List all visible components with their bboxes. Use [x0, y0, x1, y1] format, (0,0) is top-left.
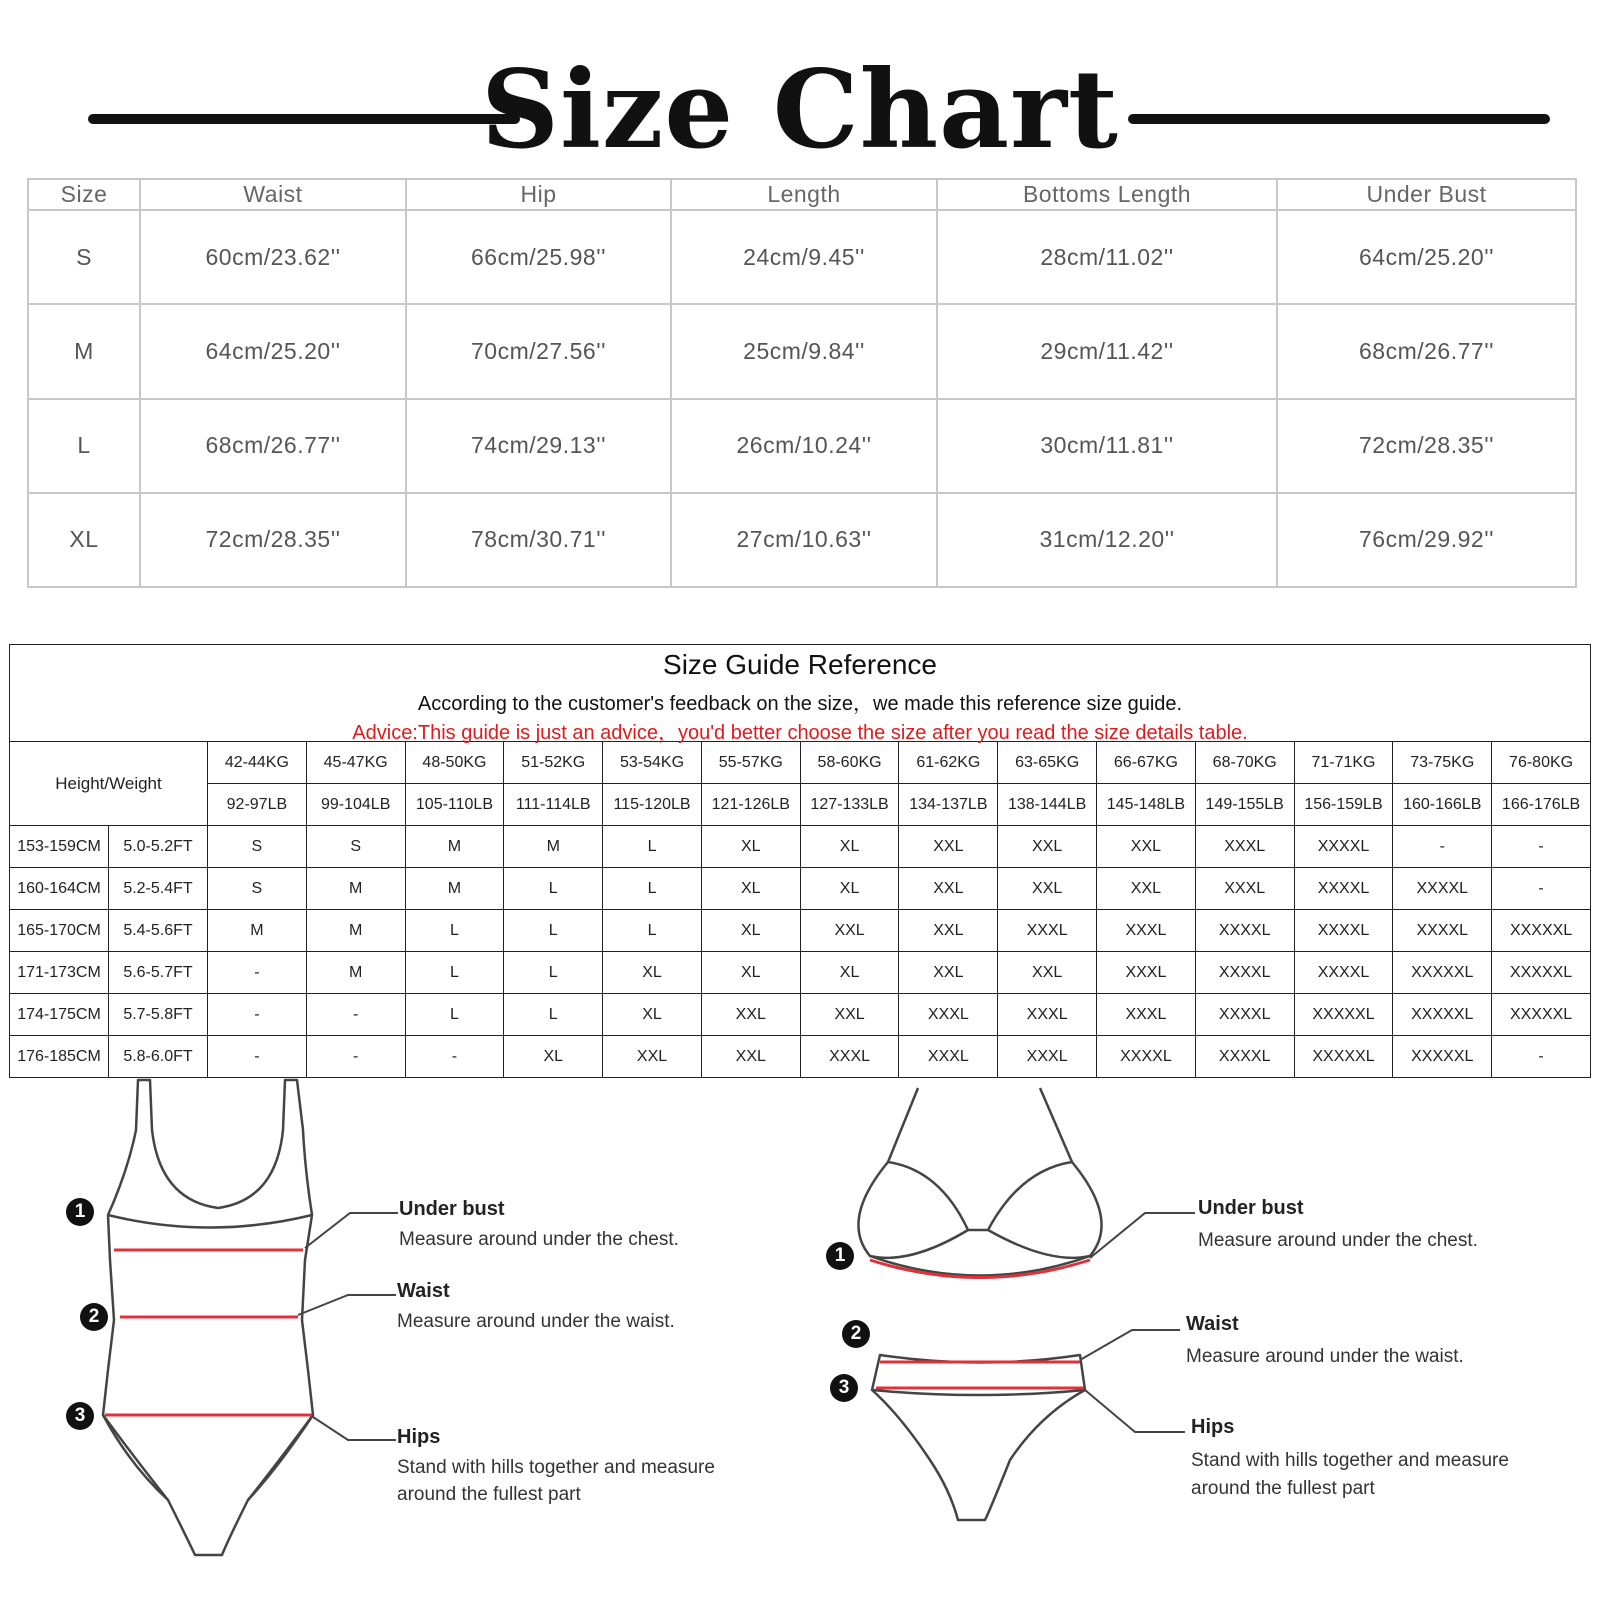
weight-lb-cell: 115-120LB [603, 784, 702, 826]
recommended-size-cell: XL [504, 1036, 603, 1078]
recommended-size-cell: XXXL [1097, 994, 1196, 1036]
onepiece-badge-3: 3 [66, 1402, 94, 1430]
table-cell: 31cm/12.20'' [937, 493, 1277, 587]
recommended-size-cell: XXXXXL [1492, 994, 1591, 1036]
recommended-size-cell: XXXXL [1097, 1036, 1196, 1078]
size-guide-advice: Advice:This guide is just an advice，you'd better choose the size after you read the size details table. [352, 722, 1248, 744]
onepiece-under-bust-title: Under bust [399, 1198, 505, 1220]
header [0, 40, 1600, 180]
table-cell: 27cm/10.63'' [671, 493, 937, 587]
weight-lb-cell: 166-176LB [1492, 784, 1591, 826]
recommended-size-cell: XXL [701, 1036, 800, 1078]
table-cell: 72cm/28.35'' [140, 493, 406, 587]
table-cell: 60cm/23.62'' [140, 210, 406, 304]
recommended-size-cell: L [504, 910, 603, 952]
recommended-size-cell: XXXL [998, 994, 1097, 1036]
weight-lb-cell: 127-133LB [800, 784, 899, 826]
onepiece-badge-2: 2 [80, 1303, 108, 1331]
weight-kg-cell: 76-80KG [1492, 742, 1591, 784]
recommended-size-cell: XXXXXL [1294, 1036, 1393, 1078]
recommended-size-cell: S [208, 826, 307, 868]
size-guide [9, 644, 1591, 1078]
recommended-size-cell: XXXXL [1294, 826, 1393, 868]
height-cm-cell: 165-170CM [10, 910, 109, 952]
column-header: Under Bust [1277, 179, 1576, 210]
recommended-size-cell: - [1492, 826, 1591, 868]
recommended-size-cell: - [306, 994, 405, 1036]
table-row [10, 952, 1591, 994]
recommended-size-cell: XXXL [1097, 910, 1196, 952]
recommended-size-cell: L [603, 826, 702, 868]
bikini-waist-title: Waist [1186, 1313, 1239, 1335]
recommended-size-cell: L [603, 868, 702, 910]
size-label-cell: M [28, 304, 140, 398]
table-cell: 24cm/9.45'' [671, 210, 937, 304]
bikini-waist-text: Measure around under the waist. [1186, 1346, 1464, 1367]
recommended-size-cell: XXXXXL [1492, 910, 1591, 952]
recommended-size-cell: XXXXXL [1393, 1036, 1492, 1078]
height-cm-cell: 160-164CM [10, 868, 109, 910]
recommended-size-cell: S [306, 826, 405, 868]
column-header: Bottoms Length [937, 179, 1277, 210]
table-cell: 74cm/29.13'' [406, 399, 671, 493]
recommended-size-cell: XXL [899, 868, 998, 910]
table-row [28, 399, 1576, 493]
recommended-size-cell: XXXXXL [1294, 994, 1393, 1036]
bikini-under-bust-title: Under bust [1198, 1197, 1304, 1219]
recommended-size-cell: M [306, 868, 405, 910]
recommended-size-cell: XXL [1097, 826, 1196, 868]
recommended-size-cell: L [405, 952, 504, 994]
recommended-size-cell: XXXL [1195, 826, 1294, 868]
page-title: Size Chart [481, 47, 1119, 173]
onepiece-hips-title: Hips [397, 1426, 441, 1448]
recommended-size-cell: XXL [1097, 868, 1196, 910]
column-header: Hip [406, 179, 671, 210]
table-row [10, 910, 1591, 952]
size-label-cell: XL [28, 493, 140, 587]
recommended-size-cell: M [405, 826, 504, 868]
recommended-size-cell: XXXXL [1195, 994, 1294, 1036]
weight-kg-cell: 63-65KG [998, 742, 1097, 784]
recommended-size-cell: L [405, 994, 504, 1036]
weight-kg-cell: 61-62KG [899, 742, 998, 784]
onepiece-swimsuit-illustration [0, 1070, 780, 1600]
bikini-badge-3: 3 [830, 1374, 858, 1402]
height-cm-cell: 153-159CM [10, 826, 109, 868]
recommended-size-cell: M [405, 868, 504, 910]
table-cell: 66cm/25.98'' [406, 210, 671, 304]
recommended-size-cell: XXL [998, 826, 1097, 868]
table-cell: 29cm/11.42'' [937, 304, 1277, 398]
height-ft-cell: 5.7-5.8FT [109, 994, 208, 1036]
weight-lb-cell: 121-126LB [701, 784, 800, 826]
table-cell: 78cm/30.71'' [406, 493, 671, 587]
recommended-size-cell: - [208, 952, 307, 994]
recommended-size-cell: - [306, 1036, 405, 1078]
table-cell: 30cm/11.81'' [937, 399, 1277, 493]
weight-lb-cell: 138-144LB [998, 784, 1097, 826]
recommended-size-cell: - [1393, 826, 1492, 868]
recommended-size-cell: M [504, 826, 603, 868]
recommended-size-cell: XXXL [998, 1036, 1097, 1078]
recommended-size-cell: XXXL [1097, 952, 1196, 994]
height-ft-cell: 5.8-6.0FT [109, 1036, 208, 1078]
weight-lb-cell: 145-148LB [1097, 784, 1196, 826]
height-cm-cell: 171-173CM [10, 952, 109, 994]
table-row [28, 493, 1576, 587]
size-label-cell: S [28, 210, 140, 304]
weight-lb-cell: 92-97LB [208, 784, 307, 826]
recommended-size-cell: XXL [899, 952, 998, 994]
table-cell: 68cm/26.77'' [1277, 304, 1576, 398]
weight-kg-cell: 55-57KG [701, 742, 800, 784]
weight-lb-cell: 99-104LB [306, 784, 405, 826]
recommended-size-cell: - [208, 1036, 307, 1078]
weight-lb-cell: 149-155LB [1195, 784, 1294, 826]
weight-kg-cell: 48-50KG [405, 742, 504, 784]
weight-lb-cell: 160-166LB [1393, 784, 1492, 826]
table-cell: 64cm/25.20'' [1277, 210, 1576, 304]
table-cell: 70cm/27.56'' [406, 304, 671, 398]
table-cell: 28cm/11.02'' [937, 210, 1277, 304]
recommended-size-cell: XXXXL [1195, 952, 1294, 994]
recommended-size-cell: XL [800, 952, 899, 994]
height-weight-label: Height/Weight [10, 742, 208, 826]
recommended-size-cell: - [1492, 868, 1591, 910]
recommended-size-cell: XXL [998, 952, 1097, 994]
recommended-size-cell: L [405, 910, 504, 952]
size-guide-header [9, 644, 1591, 744]
table-cell: 72cm/28.35'' [1277, 399, 1576, 493]
onepiece-hips-text-1: Stand with hills together and measure [397, 1457, 715, 1478]
column-header: Waist [140, 179, 406, 210]
recommended-size-cell: L [504, 868, 603, 910]
bikini-badge-1: 1 [826, 1242, 854, 1270]
size-guide-title: Size Guide Reference [663, 649, 937, 680]
weight-kg-cell: 53-54KG [603, 742, 702, 784]
recommended-size-cell: XXXXL [1294, 868, 1393, 910]
title-rule-right [1128, 114, 1550, 124]
recommended-size-cell: XXXL [800, 1036, 899, 1078]
onepiece-waist-text: Measure around under the waist. [397, 1311, 675, 1332]
recommended-size-cell: XL [701, 910, 800, 952]
weight-kg-cell: 66-67KG [1097, 742, 1196, 784]
recommended-size-cell: XL [800, 868, 899, 910]
bikini-hips-title: Hips [1191, 1416, 1235, 1438]
recommended-size-cell: XXL [603, 1036, 702, 1078]
onepiece-diagram [0, 1070, 780, 1600]
recommended-size-cell: XL [603, 952, 702, 994]
height-ft-cell: 5.6-5.7FT [109, 952, 208, 994]
recommended-size-cell: - [1492, 1036, 1591, 1078]
recommended-size-cell: M [306, 952, 405, 994]
table-cell: 68cm/26.77'' [140, 399, 406, 493]
weight-kg-cell: 71-71KG [1294, 742, 1393, 784]
table-cell: 64cm/25.20'' [140, 304, 406, 398]
recommended-size-cell: XXXXL [1195, 910, 1294, 952]
table-row [28, 210, 1576, 304]
recommended-size-cell: L [504, 994, 603, 1036]
onepiece-under-bust-text: Measure around under the chest. [399, 1229, 679, 1250]
recommended-size-cell: XXXXXL [1492, 952, 1591, 994]
height-ft-cell: 5.2-5.4FT [109, 868, 208, 910]
recommended-size-cell: XXXXL [1195, 1036, 1294, 1078]
recommended-size-cell: XXXXXL [1393, 952, 1492, 994]
table-cell: 76cm/29.92'' [1277, 493, 1576, 587]
weight-kg-cell: 68-70KG [1195, 742, 1294, 784]
weight-kg-cell: 42-44KG [208, 742, 307, 784]
recommended-size-cell: - [208, 994, 307, 1036]
height-cm-cell: 176-185CM [10, 1036, 109, 1078]
table-row [28, 304, 1576, 398]
height-ft-cell: 5.4-5.6FT [109, 910, 208, 952]
recommended-size-cell: XXL [899, 910, 998, 952]
recommended-size-cell: XL [701, 826, 800, 868]
recommended-size-cell: XL [701, 952, 800, 994]
recommended-size-cell: XXXL [899, 994, 998, 1036]
height-cm-cell: 174-175CM [10, 994, 109, 1036]
table-row [10, 868, 1591, 910]
recommended-size-cell: M [208, 910, 307, 952]
bikini-hips-text-2: around the fullest part [1191, 1478, 1375, 1499]
size-label-cell: L [28, 399, 140, 493]
bikini-badge-2: 2 [842, 1320, 870, 1348]
recommended-size-cell: - [405, 1036, 504, 1078]
table-cell: 26cm/10.24'' [671, 399, 937, 493]
size-guide-subtitle: According to the customer's feedback on the size，we made this reference size guide. [417, 693, 1183, 715]
table-row [10, 994, 1591, 1036]
weight-lb-cell: 134-137LB [899, 784, 998, 826]
recommended-size-cell: XXXXL [1393, 910, 1492, 952]
recommended-size-cell: XXXXL [1393, 868, 1492, 910]
onepiece-hips-text-2: around the fullest part [397, 1484, 581, 1505]
recommended-size-cell: XXL [800, 994, 899, 1036]
recommended-size-cell: XL [701, 868, 800, 910]
size-guide-table [9, 741, 1591, 1078]
weight-lb-cell: 156-159LB [1294, 784, 1393, 826]
weight-kg-cell: 73-75KG [1393, 742, 1492, 784]
recommended-size-cell: XXXL [1195, 868, 1294, 910]
recommended-size-cell: S [208, 868, 307, 910]
onepiece-badge-1: 1 [66, 1198, 94, 1226]
weight-kg-cell: 51-52KG [504, 742, 603, 784]
table-cell: 25cm/9.84'' [671, 304, 937, 398]
recommended-size-cell: M [306, 910, 405, 952]
table-header-row [28, 179, 1576, 210]
recommended-size-cell: XXL [998, 868, 1097, 910]
bikini-diagram [800, 1070, 1600, 1600]
weight-kg-cell: 58-60KG [800, 742, 899, 784]
onepiece-waist-title: Waist [397, 1280, 450, 1302]
table-row [10, 826, 1591, 868]
height-ft-cell: 5.0-5.2FT [109, 826, 208, 868]
recommended-size-cell: L [504, 952, 603, 994]
recommended-size-cell: XL [800, 826, 899, 868]
recommended-size-cell: XXXXL [1294, 952, 1393, 994]
recommended-size-cell: L [603, 910, 702, 952]
column-header: Length [671, 179, 937, 210]
recommended-size-cell: XL [603, 994, 702, 1036]
recommended-size-cell: XXL [701, 994, 800, 1036]
weight-lb-cell: 111-114LB [504, 784, 603, 826]
column-header: Size [28, 179, 140, 210]
bikini-under-bust-text: Measure around under the chest. [1198, 1230, 1478, 1251]
recommended-size-cell: XXL [899, 826, 998, 868]
recommended-size-cell: XXXL [899, 1036, 998, 1078]
weight-lb-cell: 105-110LB [405, 784, 504, 826]
weight-kg-row [10, 742, 1591, 784]
weight-lb-row [10, 784, 1591, 826]
bikini-hips-text-1: Stand with hills together and measure [1191, 1450, 1509, 1471]
recommended-size-cell: XXXL [998, 910, 1097, 952]
recommended-size-cell: XXXXL [1294, 910, 1393, 952]
size-measurement-table [27, 178, 1577, 588]
recommended-size-cell: XXXXXL [1393, 994, 1492, 1036]
recommended-size-cell: XXL [800, 910, 899, 952]
weight-kg-cell: 45-47KG [306, 742, 405, 784]
